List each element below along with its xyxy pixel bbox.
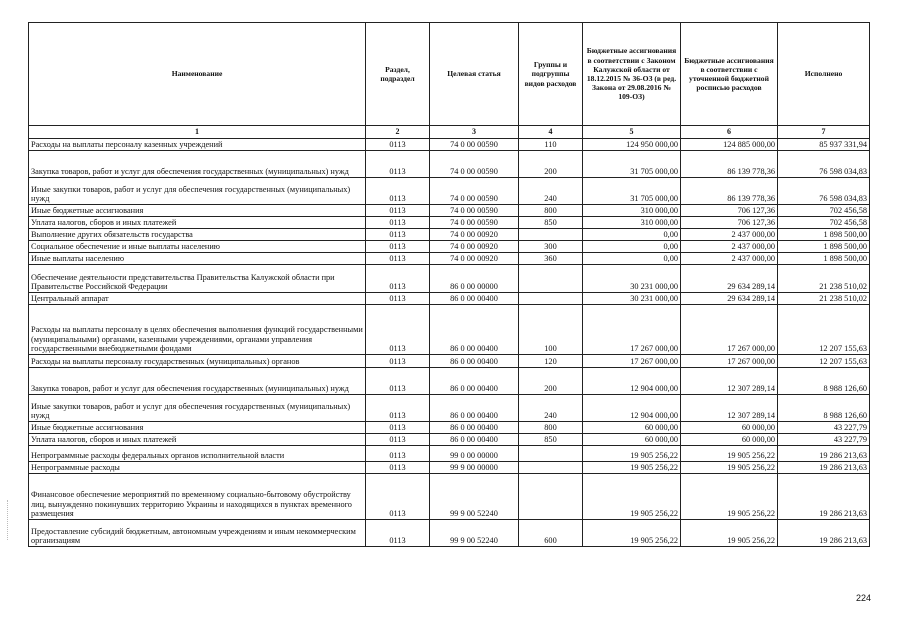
row-plan-amount-cell: 12 307 289,14 [681, 395, 778, 422]
row-executed-amount-cell: 43 227,79 [778, 422, 870, 434]
row-plan-amount-cell: 17 267 000,00 [681, 355, 778, 368]
row-section-cell: 0113 [366, 217, 430, 229]
row-group-cell: 800 [519, 422, 583, 434]
header-law: Бюджетные ассигнования в соответствии с Законом Калужской области от 18.12.2015 № 36-ОЗ (в ред. Закона от 29.08.2016 № 109-ОЗ) [583, 23, 681, 126]
row-name-cell: Непрограммные расходы федеральных органов исполнительной власти [29, 446, 366, 462]
table-body [29, 139, 870, 547]
header-plan: Бюджетные ассигнования в соответствии с уточненной бюджетной росписью расходов [681, 23, 778, 126]
table-row [29, 293, 870, 305]
row-executed-amount-cell: 76 598 034,83 [778, 178, 870, 205]
row-target-cell: 86 0 00 00400 [430, 395, 519, 422]
column-number: 2 [366, 126, 430, 139]
row-name-cell: Выполнение других обязательств государства [29, 229, 366, 241]
row-law-amount-cell: 31 705 000,00 [583, 151, 681, 178]
row-name-cell: Иные закупки товаров, работ и услуг для обеспечения государственных (муниципальных) нужд [29, 395, 366, 422]
row-law-amount-cell: 30 231 000,00 [583, 293, 681, 305]
row-law-amount-cell: 19 905 256,22 [583, 474, 681, 520]
row-law-amount-cell: 19 905 256,22 [583, 446, 681, 462]
column-number: 3 [430, 126, 519, 139]
row-target-cell: 86 0 00 00400 [430, 434, 519, 446]
row-executed-amount-cell: 1 898 500,00 [778, 253, 870, 265]
row-law-amount-cell: 0,00 [583, 253, 681, 265]
row-law-amount-cell: 17 267 000,00 [583, 305, 681, 355]
row-section-cell: 0113 [366, 229, 430, 241]
row-target-cell: 74 0 00 00920 [430, 253, 519, 265]
row-target-cell: 74 0 00 00590 [430, 217, 519, 229]
row-plan-amount-cell: 60 000,00 [681, 434, 778, 446]
row-target-cell: 86 0 00 00400 [430, 368, 519, 395]
table-header-row [29, 23, 870, 126]
row-plan-amount-cell: 2 437 000,00 [681, 253, 778, 265]
row-executed-amount-cell: 21 238 510,02 [778, 293, 870, 305]
row-target-cell: 99 9 00 52240 [430, 474, 519, 520]
row-law-amount-cell: 12 904 000,00 [583, 395, 681, 422]
row-group-cell: 110 [519, 139, 583, 151]
row-group-cell [519, 474, 583, 520]
row-section-cell: 0113 [366, 305, 430, 355]
column-number: 1 [29, 126, 366, 139]
table-row [29, 434, 870, 446]
row-executed-amount-cell: 85 937 331,94 [778, 139, 870, 151]
row-name-cell: Иные бюджетные ассигнования [29, 205, 366, 217]
row-group-cell [519, 293, 583, 305]
row-name-cell: Центральный аппарат [29, 293, 366, 305]
row-section-cell: 0113 [366, 422, 430, 434]
table-row [29, 253, 870, 265]
table-row [29, 462, 870, 474]
row-law-amount-cell: 310 000,00 [583, 205, 681, 217]
row-plan-amount-cell: 706 127,36 [681, 217, 778, 229]
row-group-cell: 100 [519, 305, 583, 355]
row-executed-amount-cell: 8 988 126,60 [778, 368, 870, 395]
row-section-cell: 0113 [366, 355, 430, 368]
table-row [29, 241, 870, 253]
header-group: Группы и подгруппы видов расходов [519, 23, 583, 126]
row-group-cell: 240 [519, 178, 583, 205]
row-law-amount-cell: 30 231 000,00 [583, 265, 681, 293]
row-group-cell: 850 [519, 434, 583, 446]
row-name-cell: Уплата налогов, сборов и иных платежей [29, 434, 366, 446]
row-plan-amount-cell: 29 634 289,14 [681, 265, 778, 293]
row-target-cell: 74 0 00 00920 [430, 241, 519, 253]
row-section-cell: 0113 [366, 178, 430, 205]
row-group-cell: 200 [519, 151, 583, 178]
header-done: Исполнено [778, 23, 870, 126]
row-executed-amount-cell: 12 207 155,63 [778, 305, 870, 355]
row-name-cell: Иные выплаты населению [29, 253, 366, 265]
scan-margin-mark [7, 500, 10, 540]
table-row [29, 229, 870, 241]
row-section-cell: 0113 [366, 520, 430, 547]
row-section-cell: 0113 [366, 241, 430, 253]
row-executed-amount-cell: 1 898 500,00 [778, 229, 870, 241]
row-name-cell: Финансовое обеспечение мероприятий по временному социально-бытовому обустройству лиц, вынужденно покинувших территорию Украины и находящихся в пунктах временного размещения [29, 474, 366, 520]
row-law-amount-cell: 0,00 [583, 241, 681, 253]
row-section-cell: 0113 [366, 474, 430, 520]
table-row [29, 139, 870, 151]
row-law-amount-cell: 124 950 000,00 [583, 139, 681, 151]
row-law-amount-cell: 60 000,00 [583, 434, 681, 446]
row-group-cell [519, 265, 583, 293]
row-target-cell: 86 0 00 00400 [430, 305, 519, 355]
row-target-cell: 74 0 00 00590 [430, 139, 519, 151]
column-number: 7 [778, 126, 870, 139]
table-row [29, 151, 870, 178]
row-group-cell: 200 [519, 368, 583, 395]
row-name-cell: Социальное обеспечение и иные выплаты населению [29, 241, 366, 253]
column-number-row [29, 126, 870, 139]
row-group-cell: 360 [519, 253, 583, 265]
row-law-amount-cell: 60 000,00 [583, 422, 681, 434]
row-name-cell: Иные закупки товаров, работ и услуг для обеспечения государственных (муниципальных) нужд [29, 178, 366, 205]
row-section-cell: 0113 [366, 462, 430, 474]
row-executed-amount-cell: 19 286 213,63 [778, 446, 870, 462]
row-section-cell: 0113 [366, 253, 430, 265]
row-executed-amount-cell: 1 898 500,00 [778, 241, 870, 253]
row-plan-amount-cell: 60 000,00 [681, 422, 778, 434]
row-plan-amount-cell: 2 437 000,00 [681, 229, 778, 241]
table-row [29, 205, 870, 217]
row-group-cell [519, 446, 583, 462]
table-row [29, 178, 870, 205]
row-law-amount-cell: 19 905 256,22 [583, 520, 681, 547]
row-group-cell [519, 462, 583, 474]
row-name-cell: Закупка товаров, работ и услуг для обеспечения государственных (муниципальных) нужд [29, 368, 366, 395]
table-row [29, 265, 870, 293]
row-name-cell: Непрограммные расходы [29, 462, 366, 474]
row-plan-amount-cell: 124 885 000,00 [681, 139, 778, 151]
row-section-cell: 0113 [366, 368, 430, 395]
row-law-amount-cell: 17 267 000,00 [583, 355, 681, 368]
row-target-cell: 74 0 00 00590 [430, 178, 519, 205]
table-row [29, 395, 870, 422]
row-name-cell: Иные бюджетные ассигнования [29, 422, 366, 434]
row-group-cell: 800 [519, 205, 583, 217]
row-executed-amount-cell: 19 286 213,63 [778, 474, 870, 520]
header-section: Раздел, подраздел [366, 23, 430, 126]
row-section-cell: 0113 [366, 151, 430, 178]
row-plan-amount-cell: 2 437 000,00 [681, 241, 778, 253]
row-plan-amount-cell: 86 139 778,36 [681, 151, 778, 178]
row-executed-amount-cell: 43 227,79 [778, 434, 870, 446]
row-executed-amount-cell: 12 207 155,63 [778, 355, 870, 368]
row-target-cell: 74 0 00 00590 [430, 205, 519, 217]
row-name-cell: Обеспечение деятельности представительства Правительства Калужской области при Правительстве Российской Федерации [29, 265, 366, 293]
row-section-cell: 0113 [366, 434, 430, 446]
row-law-amount-cell: 0,00 [583, 229, 681, 241]
row-law-amount-cell: 12 904 000,00 [583, 368, 681, 395]
row-plan-amount-cell: 19 905 256,22 [681, 446, 778, 462]
row-section-cell: 0113 [366, 446, 430, 462]
row-target-cell: 74 0 00 00590 [430, 151, 519, 178]
row-law-amount-cell: 310 000,00 [583, 217, 681, 229]
row-target-cell: 99 9 00 52240 [430, 520, 519, 547]
row-executed-amount-cell: 19 286 213,63 [778, 462, 870, 474]
row-plan-amount-cell: 12 307 289,14 [681, 368, 778, 395]
row-plan-amount-cell: 19 905 256,22 [681, 462, 778, 474]
row-target-cell: 99 0 00 00000 [430, 446, 519, 462]
row-executed-amount-cell: 76 598 034,83 [778, 151, 870, 178]
table-row [29, 422, 870, 434]
row-law-amount-cell: 19 905 256,22 [583, 462, 681, 474]
row-plan-amount-cell: 706 127,36 [681, 205, 778, 217]
column-number: 4 [519, 126, 583, 139]
row-executed-amount-cell: 21 238 510,02 [778, 265, 870, 293]
header-target: Целевая статья [430, 23, 519, 126]
row-section-cell: 0113 [366, 205, 430, 217]
table-row [29, 474, 870, 520]
table-row [29, 368, 870, 395]
row-group-cell [519, 229, 583, 241]
row-section-cell: 0113 [366, 293, 430, 305]
column-number: 6 [681, 126, 778, 139]
row-target-cell: 86 0 00 00400 [430, 355, 519, 368]
page-number: 224 [855, 593, 871, 603]
table-row [29, 355, 870, 368]
row-group-cell: 850 [519, 217, 583, 229]
column-number: 5 [583, 126, 681, 139]
table-row [29, 446, 870, 462]
row-executed-amount-cell: 702 456,58 [778, 217, 870, 229]
table-row [29, 520, 870, 547]
row-target-cell: 99 9 00 00000 [430, 462, 519, 474]
row-name-cell: Предоставление субсидий бюджетным, автономным учреждениям и иным некоммерческим организациям [29, 520, 366, 547]
row-name-cell: Расходы на выплаты персоналу государственных (муниципальных) органов [29, 355, 366, 368]
row-name-cell: Уплата налогов, сборов и иных платежей [29, 217, 366, 229]
row-group-cell: 120 [519, 355, 583, 368]
row-section-cell: 0113 [366, 265, 430, 293]
row-name-cell: Закупка товаров, работ и услуг для обеспечения государственных (муниципальных) нужд [29, 151, 366, 178]
row-section-cell: 0113 [366, 139, 430, 151]
row-executed-amount-cell: 702 456,58 [778, 205, 870, 217]
row-group-cell: 240 [519, 395, 583, 422]
row-group-cell: 300 [519, 241, 583, 253]
row-name-cell: Расходы на выплаты персоналу казенных учреждений [29, 139, 366, 151]
row-executed-amount-cell: 19 286 213,63 [778, 520, 870, 547]
row-law-amount-cell: 31 705 000,00 [583, 178, 681, 205]
row-target-cell: 86 0 00 00000 [430, 265, 519, 293]
row-section-cell: 0113 [366, 395, 430, 422]
row-plan-amount-cell: 19 905 256,22 [681, 520, 778, 547]
row-plan-amount-cell: 29 634 289,14 [681, 293, 778, 305]
row-target-cell: 74 0 00 00920 [430, 229, 519, 241]
row-group-cell: 600 [519, 520, 583, 547]
row-name-cell: Расходы на выплаты персоналу в целях обеспечения выполнения функций государственными (муниципальными) органами, казенными учреждениями, органами управления государственными внебюджетными фондами [29, 305, 366, 355]
row-executed-amount-cell: 8 988 126,60 [778, 395, 870, 422]
header-name: Наименование [29, 23, 366, 126]
row-plan-amount-cell: 17 267 000,00 [681, 305, 778, 355]
table-row [29, 217, 870, 229]
row-target-cell: 86 0 00 00400 [430, 422, 519, 434]
table-row [29, 305, 870, 355]
row-target-cell: 86 0 00 00400 [430, 293, 519, 305]
row-plan-amount-cell: 86 139 778,36 [681, 178, 778, 205]
budget-table [28, 22, 870, 547]
row-plan-amount-cell: 19 905 256,22 [681, 474, 778, 520]
